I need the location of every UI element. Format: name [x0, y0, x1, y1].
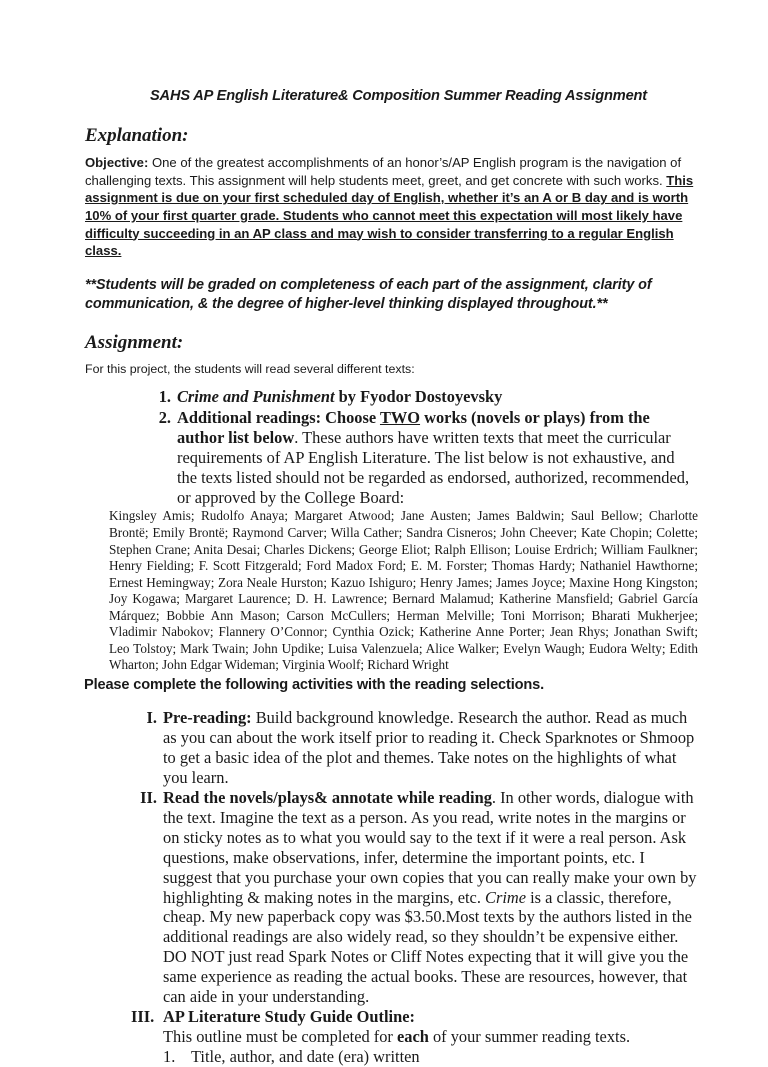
- pre-reading-lead: Pre-reading:: [163, 708, 252, 728]
- list-item: [163, 1047, 698, 1067]
- annotate-body-b: is a classic, therefore, cheap. My new paperback copy was $3.50.Most texts by the authors listed in the additional readings are also widely read, so they shouldn’t be expensive either. DO NOT just read Spark Notes or Cliff Notes expecting that it will give you the same experience as reading the actual books. These are resources, however, that can aide in your understanding.: [163, 887, 692, 1007]
- each-emphasis: each: [396, 1027, 429, 1046]
- additional-readings-lead-a: Additional readings: Choose: [177, 408, 380, 428]
- grading-callout: **Students will be graded on completeness of each part of the assignment, clarity of communication, & the degree of higher-level thinking displayed throughout.**: [85, 276, 652, 312]
- list-item-body: [163, 708, 698, 788]
- activities-list: [85, 708, 698, 1067]
- list-item-label: Title, author, and date (era) written: [191, 1046, 420, 1066]
- list-item: [153, 387, 698, 407]
- assignment-heading: Assignment:: [85, 331, 184, 353]
- author-list: Kingsley Amis; Rudolfo Anaya; Margaret Atwood; Jane Austen; James Baldwin; Saul Bellow; Charlotte Brontë; Emily Brontë; Raymond Carver; Willa Cather; Sandra Cisneros; John Cheever; Kate Chopin; Colette; Stephen Crane; Anita Desai; Charles Dickens; George Eliot; Ralph Ellison; Louise Erdrich; William Faulkner; Henry Fielding; F. Scott Fitzgerald; Ford Madox Ford; E. M. Forster; Thomas Hardy; Nathaniel Hawthorne; Ernest Hemingway; Zora Neale Hurston; Kazuo Ishiguro; Henry James; James Joyce; Maxine Hong Kingston; Joy Kogawa; Margaret Laurence; D. H. Lawrence; Bernard Malamud; Katherine Mansfield; Gabriel García Márquez; Bobbie Ann Mason; Carson McCullers; Herman Melville; Toni Morrison; Bharati Mukherjee; Vladimir Nabokov; Flannery O’Connor; Cynthia Ozick; Katherine Anne Porter; Jean Rhys; Jonathan Swift; Leo Tolstoy; Mark Twain; John Updike; Luisa Valenzuela; Alice Walker; Evelyn Waugh; Eudora Welty; Edith Wharton; John Edgar Wideman; Virginia Woolf; Richard Wright: [109, 508, 698, 673]
- list-marker: 1.: [163, 1046, 176, 1066]
- objective-paragraph: [85, 154, 698, 260]
- list-item-body: [177, 408, 698, 507]
- list-marker: III.: [131, 1007, 155, 1027]
- list-item: [131, 708, 698, 788]
- list-marker: 2.: [158, 408, 171, 428]
- study-guide-note-b: of your summer reading texts.: [428, 1027, 631, 1046]
- pre-reading-body: Build background knowledge. Research the author. Read as much as you can about the work itself prior to reading it. Check Sparknotes or Shmoop to get a basic idea of the plot and themes. Take notes on the highlights of what you learn.: [163, 708, 695, 788]
- objective-text-plain: One of the greatest accomplishments of an honor’s/AP English program is the navigation of challenging texts. This assignment will help students meet, greet, and get concrete with such works.: [85, 155, 682, 188]
- list-item-body: [177, 387, 698, 407]
- annotate-lead: Read the novels/plays& annotate while reading: [163, 787, 492, 807]
- two-emphasis: TWO: [379, 408, 421, 428]
- study-guide-note: [163, 1027, 698, 1047]
- objective-label: Objective:: [85, 155, 149, 171]
- list-item-body: [163, 1007, 698, 1067]
- explanation-heading: Explanation:: [85, 125, 189, 147]
- list-marker: II.: [140, 787, 157, 807]
- please-complete-line: Please complete the following activities with the reading selections.: [84, 677, 545, 694]
- list-item-body: [163, 788, 698, 1007]
- study-guide-lead: AP Literature Study Guide Outline:: [163, 1007, 415, 1027]
- intro-line: For this project, the students will read several different texts:: [85, 361, 415, 376]
- list-item: [153, 408, 698, 507]
- annotate-body-a: . In other words, dialogue with the text. Imagine the text as a person. As you read, write notes in the margins or on sticky notes as to what you would say to the text if it were a real person. Ask questions, make observations, infer, determine the important points, etc. I suggest that you purchase your own copies that you can really make your own by highlighting & making notes in the margins, etc.: [163, 787, 697, 907]
- crime-italic: Crime: [485, 887, 526, 907]
- numbered-reading-list: [85, 387, 698, 507]
- study-guide-sub-list: [163, 1047, 698, 1067]
- objective-text-underlined: This assignment is due on your first scheduled day of English, whether it’s an A or B day and is worth 10% of your first quarter grade. Students who cannot meet this expectation will most likely have difficulty succeeding in an AP class and may wish to consider transferring to a regular English class.: [85, 172, 694, 259]
- book-author: by Fyodor Dostoyevsky: [334, 387, 503, 407]
- additional-readings-body: . These authors have written texts that meet the curricular requirements of AP English Literature. The list below is not exhaustive, and the texts listed should not be regarded as endorsed, authorized, recommended, or approved by the College Board:: [177, 428, 690, 507]
- list-marker: I.: [146, 708, 157, 728]
- book-title: Crime and Punishment: [177, 387, 335, 407]
- list-item: [131, 788, 698, 1007]
- list-item: [131, 1007, 698, 1067]
- study-guide-note-a: This outline must be completed for: [163, 1027, 397, 1046]
- list-marker: 1.: [158, 387, 171, 407]
- page-title: SAHS AP English Literature& Composition Summer Reading Assignment: [149, 88, 648, 104]
- additional-readings-lead-b: works (novels or plays) from the author list below: [177, 408, 650, 448]
